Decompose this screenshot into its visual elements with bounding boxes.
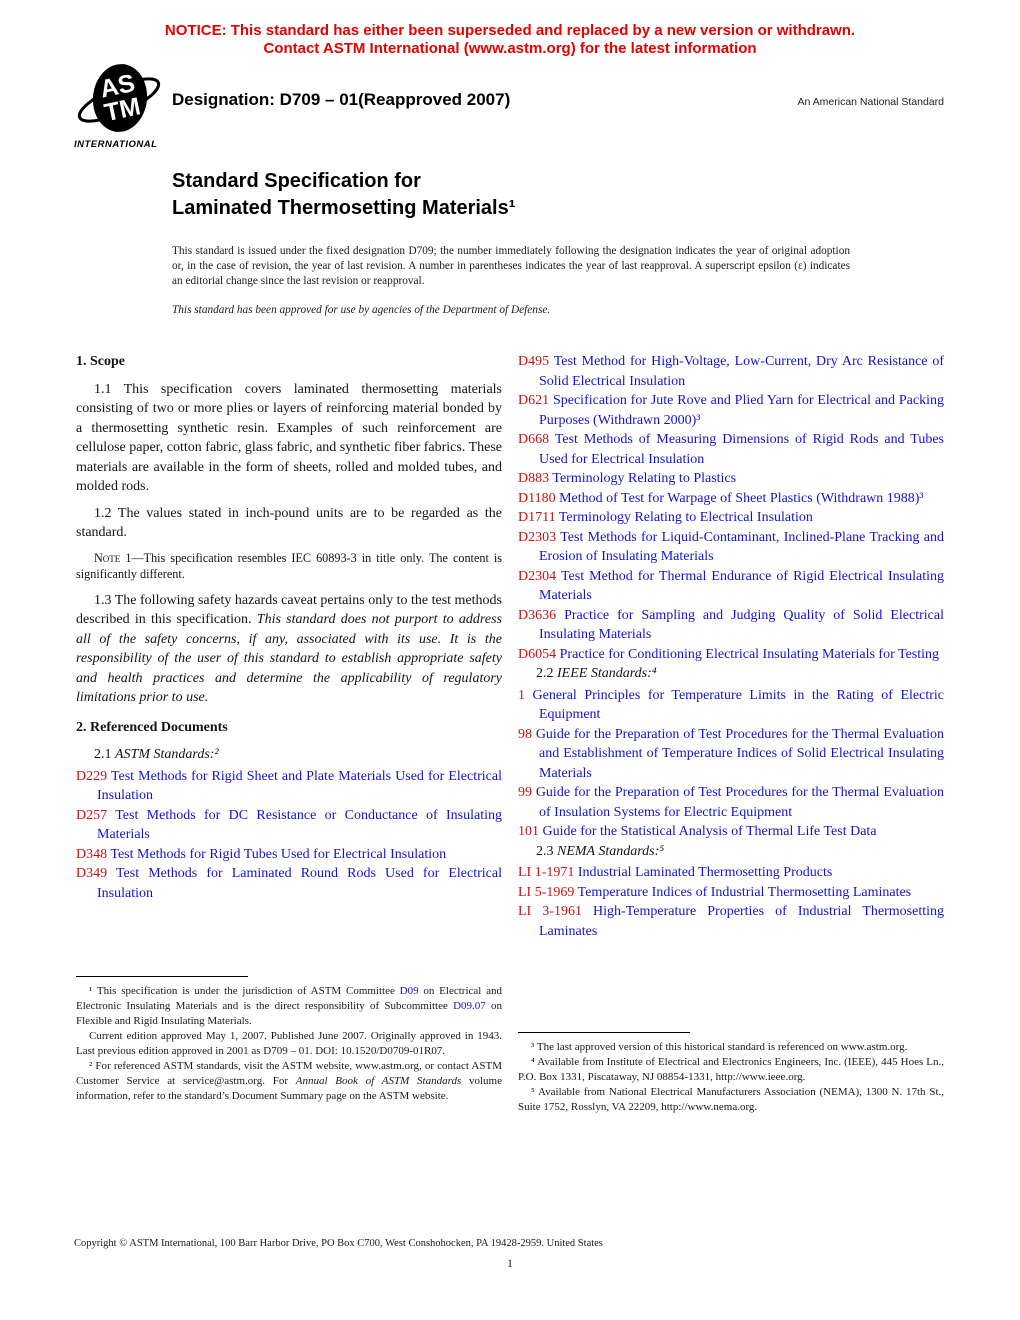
logo-subtitle: INTERNATIONAL (74, 139, 158, 150)
reference-title-link[interactable]: Specification for Jute Rove and Plied Yarn for Electrical and Packing Purposes (Withdrawn 2000)³ (539, 393, 944, 428)
footnote-2-book-title: Annual Book of ASTM Standards (295, 1075, 462, 1087)
paragraph-1-3-caveat: This standard does not purport to address all of the safety concerns, if any, associated with its use. It is the responsibility of the user of this standard to establish appropriate safety and health practices and determine the applicability of regulatory limitations prior to use. (76, 612, 502, 705)
reference-item (518, 469, 944, 489)
reference-code-link[interactable]: 98 (518, 726, 532, 742)
logo-letters-top: AS (97, 68, 138, 104)
footnote-1 (76, 984, 502, 1029)
reference-code-link[interactable]: D229 (76, 768, 108, 784)
reference-title-link[interactable]: Industrial Laminated Thermosetting Products (577, 865, 833, 880)
paragraph-1-3-normal: 1.3 The following safety hazards caveat pertains only to the test methods described in this specification. (76, 592, 502, 627)
ieee-standards-list (518, 686, 944, 842)
logo-letters-bottom: TM (101, 92, 144, 128)
reference-item (76, 864, 502, 903)
nema-standards-list (518, 863, 944, 941)
reference-title-link[interactable]: Practice for Sampling and Judging Quality of Solid Electrical Insulating Materials (539, 607, 944, 642)
reference-title-link[interactable]: Test Methods for Liquid-Contaminant, Inclined-Plane Tracking and Erosion of Insulating Materials (539, 529, 945, 564)
left-column (76, 352, 502, 903)
reference-item (518, 606, 944, 645)
reference-item (76, 767, 502, 806)
document-title (172, 168, 515, 222)
footnote-3: ³ The last approved version of this historical standard is referenced on www.astm.org. (531, 1041, 908, 1053)
footnotes-right (518, 1032, 944, 1115)
scope-note-1 (76, 550, 502, 583)
reference-item (518, 725, 944, 784)
ieee-subhead-number: 2.2 (536, 666, 554, 681)
footnote-1-text-end: on Flexible and Rigid Insulating Materials. (76, 1000, 503, 1027)
reference-title-link[interactable]: Test Methods for DC Resistance or Conductance of Insulating Materials (97, 807, 502, 842)
designation-heading: Designation: D709 – 01(Reapproved 2007) (172, 90, 511, 109)
reference-code-link[interactable]: LI 3-1961 (518, 904, 582, 919)
reference-title-link[interactable]: Guide for the Statistical Analysis of Thermal Life Test Data (542, 824, 877, 839)
reference-item (76, 845, 502, 865)
reference-code-link[interactable]: D349 (76, 866, 108, 881)
reference-title-link[interactable]: Terminology Relating to Electrical Insulation (558, 510, 813, 525)
title-line-1: Standard Specification for (172, 170, 421, 192)
title-line-2: Laminated Thermosetting Materials¹ (172, 197, 516, 219)
scope-paragraph-1-1: 1.1 This specification covers laminated thermosetting materials consisting of two or more plies or layers of reinforcing material bonded by a thermosetting synthetic resin. Examples of such reinforcement are cellulose paper, cotton fabric, glass fabric, and synthetic fiber fabrics. These materials are available in the form of sheets, rolled and molded tubes, and molded rods. (76, 381, 503, 494)
reference-code-link[interactable]: D257 (76, 807, 108, 823)
reference-item (518, 902, 944, 941)
reference-title-link[interactable]: Method of Test for Warpage of Sheet Plastics (Withdrawn 1988)³ (559, 490, 924, 506)
reference-title-link[interactable]: Temperature Indices of Industrial Thermosetting Laminates (577, 884, 912, 900)
reference-code-link[interactable]: D1180 (518, 490, 556, 506)
astm-standards-subhead (76, 745, 502, 765)
reference-item (518, 822, 944, 842)
notice-line-2: Contact ASTM International (www.astm.org) for the latest information (263, 40, 757, 57)
note-label: Note 1 (94, 550, 132, 565)
reference-title-link[interactable]: Terminology Relating to Plastics (552, 471, 737, 486)
reference-title-link[interactable]: High-Temperature Properties of Industrial Thermosetting Laminates (539, 904, 944, 939)
defense-approval-line: This standard has been approved for use by agencies of the Department of Defense. (172, 304, 551, 316)
reference-code-link[interactable]: D348 (76, 846, 108, 862)
reference-title-link[interactable]: Guide for the Preparation of Test Procedures for the Thermal Evaluation of Insulation Systems for Electric Equipment (535, 785, 945, 820)
ieee-standards-subhead (518, 664, 944, 684)
reference-title-link[interactable]: Test Method for Thermal Endurance of Rigid Electrical Insulating Materials (539, 568, 944, 603)
footnote-1-text: ¹ This specification is under the jurisdiction of ASTM Committee (89, 985, 400, 997)
reference-item (518, 508, 944, 528)
withdrawal-notice (0, 22, 1020, 58)
reference-code-link[interactable]: D621 (518, 393, 550, 408)
reference-item (518, 489, 944, 509)
reference-code-link[interactable]: D2304 (518, 568, 557, 584)
reference-title-link[interactable]: Practice for Conditioning Electrical Insulating Materials for Testing (559, 646, 940, 662)
footnote-5: ⁵ Available from National Electrical Manufacturers Association (NEMA), 1300 N. 17th St., Suite 1752, Rosslyn, VA 22209, http://www.nema.org. (518, 1086, 944, 1113)
nema-standards-subhead (518, 842, 944, 862)
astm-subhead-number: 2.1 (94, 747, 112, 762)
reference-item (76, 806, 502, 845)
note-text: —This specification resembles IEC 60893-3 in title only. The content is significantly different. (76, 550, 502, 581)
reference-code-link[interactable]: D2303 (518, 529, 557, 545)
reference-code-link[interactable]: D495 (518, 354, 550, 369)
astm-globe-icon (74, 60, 162, 138)
scope-paragraph-1-3 (76, 591, 502, 708)
footnote-2 (76, 1059, 502, 1104)
footnote-2-text-end: volume information, refer to the standard’s Document Summary page on the ASTM website. (76, 1075, 502, 1102)
reference-item (518, 863, 944, 883)
astm-subhead-label: ASTM Standards:² (115, 747, 219, 762)
nema-subhead-number: 2.3 (536, 843, 554, 859)
ieee-subhead-label: IEEE Standards:⁴ (557, 666, 657, 681)
reference-code-link[interactable]: 101 (518, 824, 539, 839)
footnote-1-text-mid: on Electrical and Electronic Insulating Materials and is the direct responsibility of Subcommittee (76, 985, 502, 1012)
reference-code-link[interactable]: 1 (518, 687, 525, 703)
committee-link[interactable]: D09 (399, 985, 419, 997)
astm-standards-list-col1 (76, 767, 502, 904)
astm-logo (74, 60, 170, 150)
subcommittee-link[interactable]: D09.07 (453, 1000, 486, 1012)
footnote-2-text: ² For referenced ASTM standards, visit the ASTM website, www.astm.org, or contact ASTM Customer Service at service@astm.org. For (76, 1060, 502, 1087)
footnote-1-edition: Current edition approved May 1, 2007. Published June 2007. Originally approved in 1943. Last previous edition approved in 2001 as D709 – 01. DOI: 10.1520/D0709-01R07. (76, 1030, 502, 1057)
notice-line-1: NOTICE: This standard has either been superseded and replaced by a new version or withdrawn. (164, 22, 856, 39)
reference-title-link[interactable]: Test Methods for Laminated Round Rods Used for Electrical Insulation (97, 866, 502, 901)
reference-item (518, 528, 944, 567)
reference-code-link[interactable]: LI 1-1971 (518, 865, 575, 880)
reference-item (518, 567, 944, 606)
reference-item (518, 645, 944, 665)
footnote-divider (518, 1032, 690, 1033)
reference-title-link[interactable]: Test Methods for Rigid Tubes Used for Electrical Insulation (110, 846, 447, 862)
right-column (518, 352, 944, 941)
reference-title-link[interactable]: Guide for the Preparation of Test Procedures for the Thermal Evaluation and Establishment of Temperature Indices of Solid Electrical Insulating Materials (535, 726, 945, 781)
reference-title-link[interactable]: General Principles for Temperature Limits in the Rating of Electric Equipment (532, 687, 945, 722)
reference-item (518, 686, 944, 725)
reference-title-link[interactable]: Test Methods of Measuring Dimensions of Rigid Rods and Tubes Used for Electrical Insulation (539, 432, 944, 467)
reference-code-link[interactable]: D6054 (518, 646, 557, 662)
referenced-documents-heading: 2. Referenced Documents (76, 719, 228, 735)
reference-item (518, 430, 944, 469)
nema-subhead-label: NEMA Standards:⁵ (557, 843, 665, 859)
reference-title-link[interactable]: Test Methods for Rigid Sheet and Plate Materials Used for Electrical Insulation (97, 768, 502, 803)
footnotes-left (76, 976, 502, 1104)
reference-code-link[interactable]: D1711 (518, 510, 556, 525)
scope-paragraph-1-2: 1.2 The values stated in inch-pound units are to be regarded as the standard. (76, 505, 502, 540)
reference-code-link[interactable]: D668 (518, 432, 550, 447)
issuance-paragraph: This standard is issued under the fixed designation D709; the number immediately following the designation indicates the year of original adoption or, in the case of revision, the year of last revision. A number in parentheses indicates the year of last reapproval. A superscript epsilon (ε) indicates an editorial change since the last revision or reapproval. (172, 245, 850, 287)
astm-standards-list-col2 (518, 352, 944, 664)
page-number: 1 (507, 1258, 513, 1270)
reference-item (518, 883, 944, 903)
scope-heading: 1. Scope (76, 354, 125, 369)
national-standard-label: An American National Standard (797, 96, 944, 108)
reference-code-link[interactable]: LI 5-1969 (518, 884, 575, 900)
copyright-line: Copyright © ASTM International, 100 Barr Harbor Drive, PO Box C700, West Conshohocken, PA 19428-2959. United States (74, 1238, 603, 1249)
reference-item (518, 783, 944, 822)
reference-item (518, 391, 944, 430)
footnote-4: ⁴ Available from Institute of Electrical and Electronics Engineers, Inc. (IEEE), 445 Hoes Ln., P.O. Box 1331, Piscataway, NJ 08854-1331, http://www.ieee.org. (518, 1056, 944, 1083)
reference-code-link[interactable]: 99 (518, 785, 532, 800)
reference-item (518, 352, 944, 391)
footnote-divider (76, 976, 248, 977)
reference-title-link[interactable]: Test Method for High-Voltage, Low-Current, Dry Arc Resistance of Solid Electrical Insulation (539, 354, 944, 389)
reference-code-link[interactable]: D3636 (518, 607, 557, 623)
reference-code-link[interactable]: D883 (518, 471, 550, 486)
